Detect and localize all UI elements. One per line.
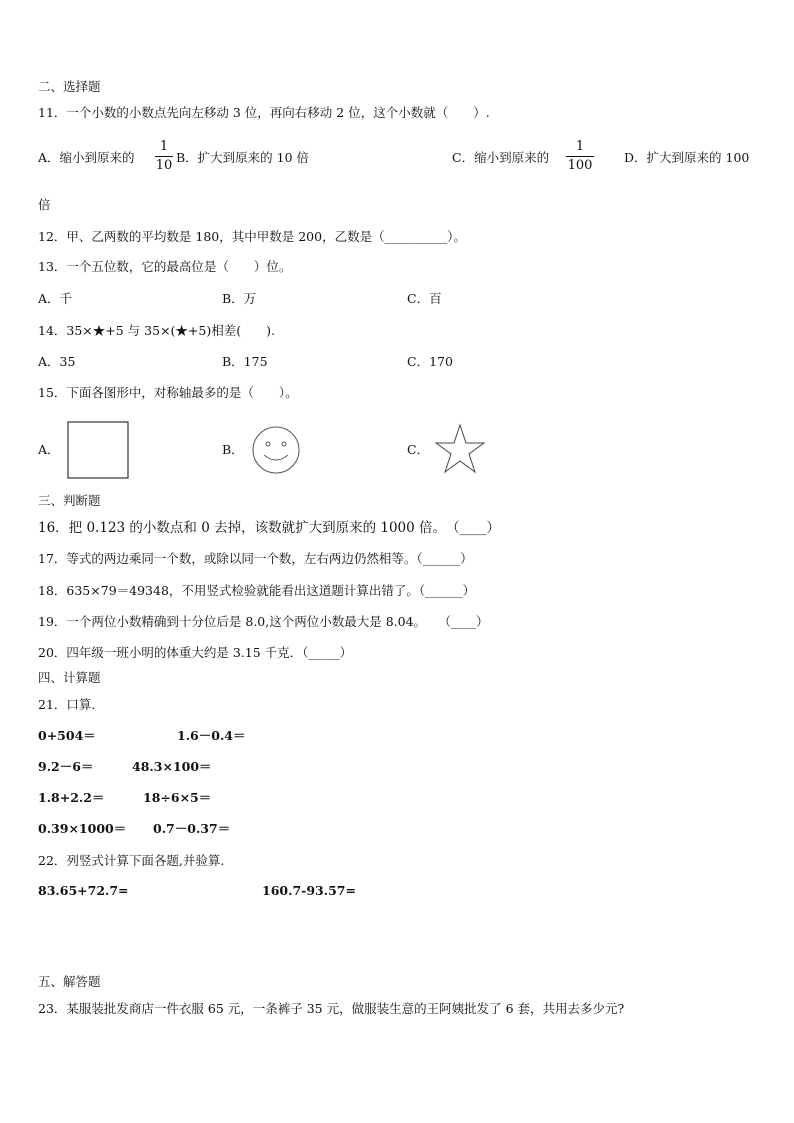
question-19-stem: 19．一个两位小数精确到十分位后是 8.0,这个两位小数最大是 8.04。 （____） (38, 614, 489, 629)
fraction-bar (155, 156, 173, 157)
q11-fraction-a-denominator: 10 (155, 158, 173, 173)
oral-calc-item: 18÷6×5＝ (143, 790, 212, 805)
q11-fraction-c-numerator: 1 (575, 139, 585, 154)
q11-fraction-c (566, 139, 594, 174)
q11-option-b: B．扩大到原来的 10 倍 (176, 150, 310, 165)
q14-option-b: B．175 (222, 354, 268, 369)
q11-option-d: D．扩大到原来的 100 (624, 150, 750, 165)
section-heading-choice: 二、选择题 (38, 79, 101, 94)
section-heading-calc: 四、计算题 (38, 670, 101, 685)
section-heading-judge: 三、判断题 (38, 493, 101, 508)
vertical-calc-item: 160.7-93.57= (262, 883, 356, 898)
oral-calc-item: 0.7－0.37＝ (153, 821, 231, 836)
q13-option-a: A．千 (38, 291, 73, 306)
q13-option-c: C．百 (407, 291, 442, 306)
smiley-face-figure (250, 425, 302, 475)
question-17-stem: 17．等式的两边乘同一个数，或除以同一个数，左右两边仍然相等。（______） (38, 551, 473, 566)
q13-option-b: B．万 (222, 291, 257, 306)
question-21-stem: 21．口算. (38, 697, 96, 712)
oral-calc-item: 0.39×1000＝ (38, 821, 127, 836)
question-11-stem: 11．一个小数的小数点先向左移动 3 位，再向右移动 2 位，这个小数就（ ）. (38, 105, 490, 120)
section-heading-solve: 五、解答题 (38, 974, 101, 989)
q15-label-a: A． (38, 442, 60, 457)
oral-calc-item: 1.6－0.4＝ (177, 728, 246, 743)
q11-fraction-a-numerator: 1 (159, 139, 169, 154)
square-figure (66, 420, 130, 480)
question-23-stem: 23．某服装批发商店一件衣服 65 元，一条裤子 35 元，做服装生意的王阿姨批发了 6 套，共用去多少元? (38, 1001, 625, 1016)
question-16-stem: 16．把 0.123 的小数点和 0 去掉，该数就扩大到原来的 1000 倍。 （____） (38, 520, 501, 536)
question-13-stem: 13．一个五位数，它的最高位是（ ）位。 (38, 259, 292, 274)
vertical-calc-item: 83.65+72.7= (38, 883, 129, 898)
oral-calc-item: 48.3×100＝ (132, 759, 212, 774)
star-figure (434, 423, 486, 475)
question-18-stem: 18．635×79＝49348，不用竖式检验就能看出这道题计算出错了。（______） (38, 583, 476, 598)
question-14-stem: 14．35×★+5 与 35×(★+5)相差( ). (38, 323, 275, 338)
oral-calc-item: 9.2－6＝ (38, 759, 94, 774)
q11-option-d-continued: 倍 (38, 197, 51, 212)
question-15-stem: 15．下面各图形中，对称轴最多的是（ ）。 (38, 385, 298, 400)
q11-option-c: C．缩小到原来的 (452, 150, 550, 165)
question-20-stem: 20．四年级一班小明的体重大约是 3.15 千克．（_____） (38, 645, 353, 660)
question-12-stem: 12．甲、乙两数的平均数是 180，其中甲数是 200，乙数是（__________）。 (38, 229, 466, 244)
question-22-stem: 22．列竖式计算下面各题,并验算. (38, 853, 225, 868)
q11-fraction-c-denominator: 100 (567, 158, 593, 173)
q11-option-a: A．缩小到原来的 (38, 150, 135, 165)
fraction-bar (566, 156, 594, 157)
oral-calc-item: 0+504＝ (38, 728, 96, 743)
q14-option-a: A．35 (38, 354, 76, 369)
q11-fraction-a (155, 139, 173, 174)
q14-option-c: C．170 (407, 354, 453, 369)
q15-label-b: B． (222, 442, 244, 457)
q15-label-c: C． (407, 442, 430, 457)
oral-calc-item: 1.8+2.2＝ (38, 790, 105, 805)
